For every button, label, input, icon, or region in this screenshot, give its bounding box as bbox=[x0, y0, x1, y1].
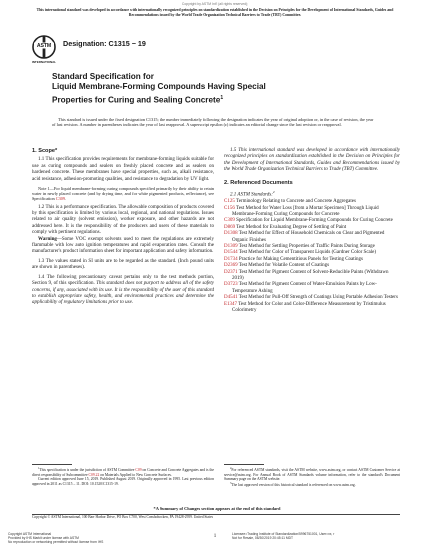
issue-note: This standard is issued under the fixed designation C1315; the number immediately following the designation indicates the year of original adoption or, in the case of revision, the year of last revision. A number in parentheses indicates the year of last reapproval. A superscript epsilon (ε) indicates an editorial change since the last revision or reapproval. bbox=[52, 117, 374, 128]
title-line-1: Standard Specification for bbox=[52, 72, 154, 81]
para-1-1: 1.1 This specification provides requirements for membrane-forming liquids suitable for use as curing compounds and sealers on freshly placed concrete and as sealers on hardened concrete. These membranes have special properties, such as, alkali resistance, acid resistance, adhesion-promoting qualities, and resistance to degradation by UV light. bbox=[32, 157, 214, 182]
reference-code-link[interactable]: D3723 bbox=[224, 282, 238, 288]
title-line-3: Properties for Curing and Sealing Concrete bbox=[52, 95, 221, 105]
para-1-4-a: 1.4 The following precautionary caveat pertains only to the test methods portion, Section 9, of this specification. bbox=[32, 274, 214, 287]
reference-code-link[interactable]: D4541 bbox=[224, 295, 238, 301]
ref-heading: 2. Referenced Documents bbox=[224, 179, 293, 186]
reference-title: Test Method for Evaluating Degree of Settling of Paint bbox=[235, 224, 347, 230]
header-notice: This international standard was developed in accordance with internationally recognized principles on standardization established in the Decision on Principles for the Development of International Standards, Guides and Recommendations issued by the World Trade Organization Technical Barriers to Trade (TBT) Committee. bbox=[36, 8, 394, 17]
para-1-2: 1.2 This is a performance specification. The allowable composition of products covered by this specification is limited by various local, regional, and national regulations. Issues related to air quality (solvent emission), worker exposure, and other hazards are not addressed here. It is the responsibility of the producers and users of these materials to comply with pertinent regulations. bbox=[32, 204, 214, 236]
reference-item bbox=[224, 282, 400, 295]
summary-notice: *A Summary of Changes section appears at the end of this standard bbox=[153, 506, 281, 511]
astm-logo bbox=[32, 34, 56, 68]
copyright-line: Copyright © ASTM International, 100 Barr Harbor Drive, PO Box C700, West Conshohocken, PA 19428-2959. United States bbox=[32, 515, 214, 519]
fn3-text: The last approved version of this historical standard is referenced on www.astm.org. bbox=[231, 483, 356, 488]
reference-item bbox=[224, 270, 400, 283]
reference-title: Test Method for Effect of Household Chemicals on Clear and Pigmented Organic Finishes bbox=[232, 231, 385, 243]
reference-code-link[interactable]: E1347 bbox=[224, 301, 238, 307]
title-footnote-mark: 1 bbox=[220, 94, 224, 101]
reference-code-link[interactable]: D2371 bbox=[224, 269, 238, 275]
warning-text: —Some VOC exempt solvents used to meet the regulations are extremely flammable with low auto ignition temperatures and rapid evaporation rates. Consult the manufacturer's product information sheet for important application and safety information. bbox=[32, 236, 214, 255]
header-stamp: Copyright by ASTM Int'l (all rights reserved); bbox=[181, 2, 249, 6]
footnote-2: $^2$For referenced ASTM standards, visit the ASTM website, www.astm.org, or contact ASTM Customer Service at service@astm.org. For Annual Book of ASTM Standards volume information, refer to the standard's Document Summary page on the ASTM website. $^3$The last approved version of this historical standard is referenced on www.astm.org. bbox=[224, 467, 400, 488]
para-1-4 bbox=[32, 275, 214, 307]
fn1-d: Current edition approved June 15, 2019. Published August 2019. Originally approved in 1995. Last previous edition approved in 2011 as C1315 – 11. DOI: 10.1520/C1315-19. bbox=[32, 477, 214, 487]
reference-title: Specification for Liquid Membrane-Forming Compounds for Curing Concrete bbox=[234, 218, 393, 224]
fn1-link-c0922[interactable]: C09.22 bbox=[88, 472, 100, 477]
note-1 bbox=[32, 186, 214, 202]
warning-label: Warning bbox=[38, 236, 57, 242]
reference-code-link[interactable]: C309 bbox=[224, 218, 235, 224]
footer-left-3: No reproduction or networking permitted without license from IHS bbox=[8, 540, 104, 545]
reference-code-link[interactable]: C156 bbox=[224, 205, 235, 211]
logo-letters: ASTM bbox=[36, 42, 52, 49]
reference-code-link[interactable]: D869 bbox=[224, 224, 236, 230]
note-1-end: . bbox=[65, 196, 67, 202]
reference-title: Terminology Relating to Concrete and Concrete Aggregates bbox=[234, 199, 356, 205]
footnote-3: $^3$The last approved version of this historical standard is referenced on www.astm.org. bbox=[230, 482, 356, 488]
page-number: 1 bbox=[213, 534, 217, 539]
footer-left-1: Copyright ASTM International bbox=[8, 532, 52, 536]
fn1-c: on Materials Applied to New Concrete Surfaces. bbox=[99, 472, 172, 477]
note-1-link-c309[interactable]: C309 bbox=[55, 196, 66, 202]
reference-code-link[interactable]: C125 bbox=[224, 199, 235, 205]
reference-title: Test Method for Pigment Content of Solvent-Reducible Paints (Withdrawn 2019) bbox=[232, 269, 389, 281]
footer-right-1: Licensee=Trading Institute of Standardization/5996751001, User=xx, r bbox=[232, 532, 335, 536]
designation: Designation: C1315 − 19 bbox=[63, 39, 146, 48]
fn1-a: This specification is under the jurisdiction of ASTM Committee bbox=[39, 468, 136, 473]
reference-list bbox=[224, 199, 400, 314]
footer-right bbox=[232, 532, 422, 540]
reference-code-link[interactable]: D2369 bbox=[224, 263, 238, 269]
left-column bbox=[32, 148, 214, 307]
reference-code-link[interactable]: D1309 bbox=[224, 243, 238, 249]
reference-item bbox=[224, 231, 400, 244]
reference-code-link[interactable]: D1734 bbox=[224, 256, 238, 262]
footer-right-2: Not for Resale, 08/30/2019 20:45:11 MDT bbox=[232, 536, 293, 541]
footer-left-2: Provided by IHS Markit under license with ASTM bbox=[8, 536, 79, 541]
reference-title: Test Method for Volatile Content of Coatings bbox=[237, 263, 330, 269]
para-1-3: 1.3 The values stated in SI units are to be regarded as the standard. (Inch pound units are shown in parentheses). bbox=[32, 258, 214, 271]
footnote-rule-right bbox=[224, 464, 264, 465]
document-title bbox=[52, 72, 382, 106]
warning-para bbox=[32, 237, 214, 256]
note-1-text: Note 1—For liquid membrane-forming curing compounds specified primarily by their ability to retain water in newly placed concrete (and by drying time, and for white pigmented products, reflectance), see Specification bbox=[32, 186, 214, 202]
fn1-link-c09[interactable]: C09 bbox=[135, 468, 142, 473]
fn2-text: For referenced ASTM standards, visit the ASTM website, www.astm.org, or contact ASTM Customer Service at service@astm.org. For Annual Book of ASTM Standards volume information, refer to the standard's Document Summary page on the ASTM website. bbox=[224, 468, 400, 482]
reference-title: Practice for Making Cementitious Panels for Testing Coatings bbox=[237, 256, 363, 262]
reference-code-link[interactable]: D1308 bbox=[224, 231, 238, 237]
para-1-4-b: This standard does not purport to address all of the safety concerns, if any, associated with its use. It is the responsibility of the user of this standard to establish appropriate safety, health, and environmental practices and determine the applicability of regulatory limitations prior to use. bbox=[32, 281, 214, 306]
astm-standards-sup: 2 bbox=[272, 190, 275, 195]
fn1-b: on Concrete and Concrete Aggregates and is the direct responsibility of Subcommittee bbox=[32, 468, 214, 477]
reference-item bbox=[224, 206, 400, 219]
title-line-2: Liquid Membrane-Forming Compounds Having Special bbox=[52, 82, 266, 92]
scope-heading: 1. Scope* bbox=[32, 148, 58, 154]
logo-caption: INTERNATIONAL bbox=[31, 60, 57, 64]
footnote-1: $^1$This specification is under the jurisdiction of ASTM Committee C09 on Concrete and Concrete Aggregates and is the direct responsibility of Subcommittee C09.22 on Materials Applied to New Concrete Surfaces. Current edition approved June 15, 2019. Published August 2019. Originally approved in 1995. Last previous edition approved in 2011 as C1315 – 11. DOI: 10.1520/C1315-19. bbox=[32, 467, 214, 487]
para-1-5: 1.5 This international standard was developed in accordance with internationally recognized principles on standardization established in the Decision on Principles for the Development of International Standards, Guides and Recommendations issued by the World Trade Organization Technical Barriers to Trade (TBT) Committee. bbox=[224, 148, 400, 173]
reference-code-link[interactable]: D1544 bbox=[224, 250, 238, 256]
reference-title: Test Method for Pigment Content of Water-Emulsion Paints by Low-Temperature Ashing bbox=[232, 282, 377, 294]
reference-title: Test Method for Color of Transparent Liquids (Gardner Color Scale) bbox=[237, 250, 377, 256]
title-line-3-wrap bbox=[52, 93, 382, 106]
reference-title: Test Method for Settling Properties of Traffic Paints During Storage bbox=[237, 243, 375, 249]
astm-standards-label bbox=[224, 189, 400, 199]
reference-title: Test Method for Color and Color-Difference Measurement by Tristimulus Colorimetry bbox=[232, 301, 386, 313]
footer-left bbox=[8, 532, 158, 544]
reference-title: Test Method for Pull-Off Strength of Coatings Using Portable Adhesion Testers bbox=[237, 295, 398, 301]
reference-title: Test Method for Water Loss [from a Mortar Specimen] Through Liquid Membrane-Forming Curing Compounds for Concrete bbox=[232, 205, 379, 217]
reference-item bbox=[224, 302, 400, 315]
footnote-rule-left bbox=[32, 464, 72, 465]
right-column bbox=[224, 148, 400, 314]
astm-standards-text: 2.1 ASTM Standards: bbox=[230, 192, 273, 198]
